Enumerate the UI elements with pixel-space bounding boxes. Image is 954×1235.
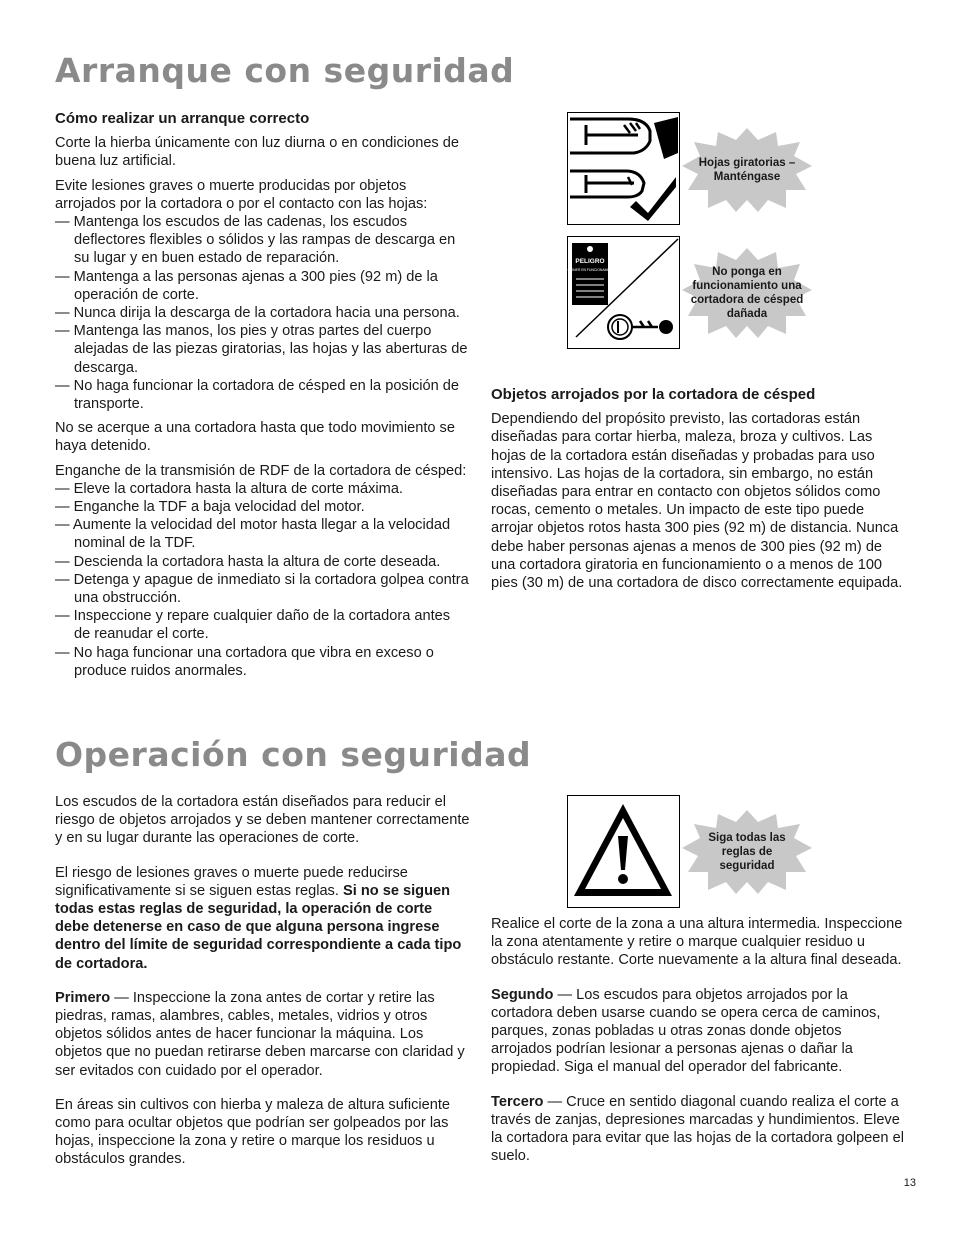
- list-enganche: [55, 480, 470, 680]
- paragraph-tercero: [491, 1093, 906, 1166]
- paragraph-text: — Los escudos para objetos arrojados por la cortadora deben usarse cuando se opera cerca de caminos, parques, zonas pobladas u otras zonas donde objetos arrojados podrían lesionar a personas ajenas o dañar la propiedad. Siga el manual del operador del fabricante.: [491, 986, 881, 1076]
- label-tercero: Tercero: [491, 1093, 544, 1110]
- subheading-arranque-correcto: Cómo realizar un arranque correcto: [55, 110, 310, 127]
- list-item: — Mantenga a las personas ajenas a 300 pies (92 m) de la operación de corte.: [55, 268, 470, 304]
- label-primero: Primero: [55, 989, 111, 1006]
- tag-title: PELIGRO: [575, 258, 605, 265]
- paragraph-text: — Inspeccione la zona antes de cortar y retire las piedras, ramas, alambres, cables, metales, vidrios y otros objetos sólidos antes de hacer funcionar la máquina. Los objetos que no puedan retirarse deben marcarse con claridad y ser evitados con cuidado por el operador.: [55, 989, 465, 1079]
- list-item: — Inspeccione y repare cualquier daño de la cortadora antes de reanudar el corte.: [55, 607, 470, 643]
- label-segundo: Segundo: [491, 986, 554, 1003]
- paragraph-segundo: [491, 986, 906, 1077]
- paragraph-text: — Cruce en sentido diagonal cuando realiza el corte a través de zanjas, depresiones marcadas y hundimientos. Eleve la cortadora para evitar que las hojas de la cortadora golpeen el suelo.: [491, 1093, 904, 1165]
- list-item: — Detenga y apague de inmediato si la cortadora golpea contra una obstrucción.: [55, 571, 470, 607]
- tag-text: NO PONER EN FUNCIONAMIENTO: [562, 268, 618, 272]
- paragraph: Realice el corte de la zona a una altura intermedia. Inspeccione la zona atentamente y retire o marque cualquier residuo u obstáculo restante. Corte nuevamente a la altura final deseada.: [491, 916, 903, 969]
- list-item: — Aumente la velocidad del motor hasta llegar a la velocidad nominal de la TDF.: [55, 516, 470, 552]
- badge-no-ponga: No ponga en funcionamiento una cortadora de césped dañada: [690, 266, 804, 320]
- section-title-operacion: Operación con seguridad: [55, 735, 532, 774]
- warning-triangle-icon: [567, 795, 680, 908]
- list-item: — No haga funcionar la cortadora de césped en la posición de transporte.: [55, 377, 470, 413]
- section-title-arranque: Arranque con seguridad: [55, 51, 515, 90]
- list-item: — Mantenga las manos, los pies y otras partes del cuerpo alejadas de las piezas giratorias, las hojas y las aberturas de descarga.: [55, 322, 470, 377]
- paragraph: En áreas sin cultivos con hierba y maleza de altura suficiente como para ocultar objetos que podrían ser golpeados por las hojas, inspeccione la zona y retire o marque los residuos u obstáculos grandes.: [55, 1096, 451, 1168]
- badge-hojas-giratorias: Hojas giratorias – Manténgase: [698, 157, 796, 183]
- page-number: 13: [903, 1177, 916, 1189]
- right-column-operacion: [491, 915, 906, 1171]
- list-item: — Eleve la cortadora hasta la altura de corte máxima.: [55, 480, 470, 498]
- paragraph-primero: [55, 989, 470, 1080]
- danger-tag-key-icon: [562, 236, 680, 349]
- paragraph: Dependiendo del propósito previsto, las cortadoras están diseñadas para cortar hierba, maleza, broza y cultivos. Las hojas de la cortadora están diseñadas y probadas para uso intensivo. Las hojas de la cortadora, sin embargo, no están diseñadas para entrar en contacto con objetos sólidos como rocas, cemento o metales. Un impacto de este tipo puede arrojar objetos rotos hasta 300 pies (92 m) de distancia. Nunca debe haber personas ajenas a menos de 300 pies (92 m) de una cortadora giratoria en funcionamiento o a menos de 100 pies (30 m) de una cortadora de disco correctamente equipada.: [491, 411, 903, 592]
- list-item: — Mantenga los escudos de las cadenas, los escudos deflectores flexibles o sólidos y las rampas de descarga en su lugar y en buen estado de reparación.: [55, 213, 470, 268]
- paragraph: Corte la hierba únicamente con luz diurna o en condiciones de buena luz artificial.: [55, 135, 460, 170]
- left-column-arranque: [55, 110, 470, 686]
- paragraph-bold: Si no se siguen todas estas reglas de seguridad, la operación de corte debe detenerse en caso de que alguna persona ingrese dentro del límite de seguridad correspondiente a cada tipo de cortadora.: [55, 882, 462, 972]
- badge-siga-reglas: Siga todas las reglas de seguridad: [708, 832, 786, 872]
- paragraph: Los escudos de la cortadora están diseñados para reducir el riesgo de objetos arrojados y se deben mantener correctamente y en su lugar durante las operaciones de corte.: [55, 794, 470, 847]
- paragraph-reglas: [55, 864, 470, 973]
- list-lesiones: [55, 213, 470, 413]
- right-column-objetos: [491, 386, 906, 598]
- subheading-objetos-arrojados: Objetos arrojados por la cortadora de césped: [491, 386, 816, 403]
- left-column-operacion: [55, 793, 470, 1175]
- paragraph: No se acerque a una cortadora hasta que todo movimiento se haya detenido.: [55, 420, 455, 455]
- paragraph: Enganche de la transmisión de RDF de la cortadora de césped:: [55, 462, 467, 479]
- paragraph: Evite lesiones graves o muerte producidas por objetos arrojados por la cortadora o por el contacto con las hojas:: [55, 177, 428, 212]
- blade-hand-icon: [567, 112, 680, 225]
- list-item: — No haga funcionar una cortadora que vibra en exceso o produce ruidos anormales.: [55, 644, 470, 680]
- list-item: — Nunca dirija la descarga de la cortadora hacia una persona.: [55, 304, 470, 322]
- list-item: — Enganche la TDF a baja velocidad del motor.: [55, 498, 470, 516]
- paragraph-text: El riesgo de lesiones graves o muerte puede reducirse significativamente si se siguen estas reglas.: [55, 864, 408, 899]
- list-item: — Descienda la cortadora hasta la altura de corte deseada.: [55, 553, 470, 571]
